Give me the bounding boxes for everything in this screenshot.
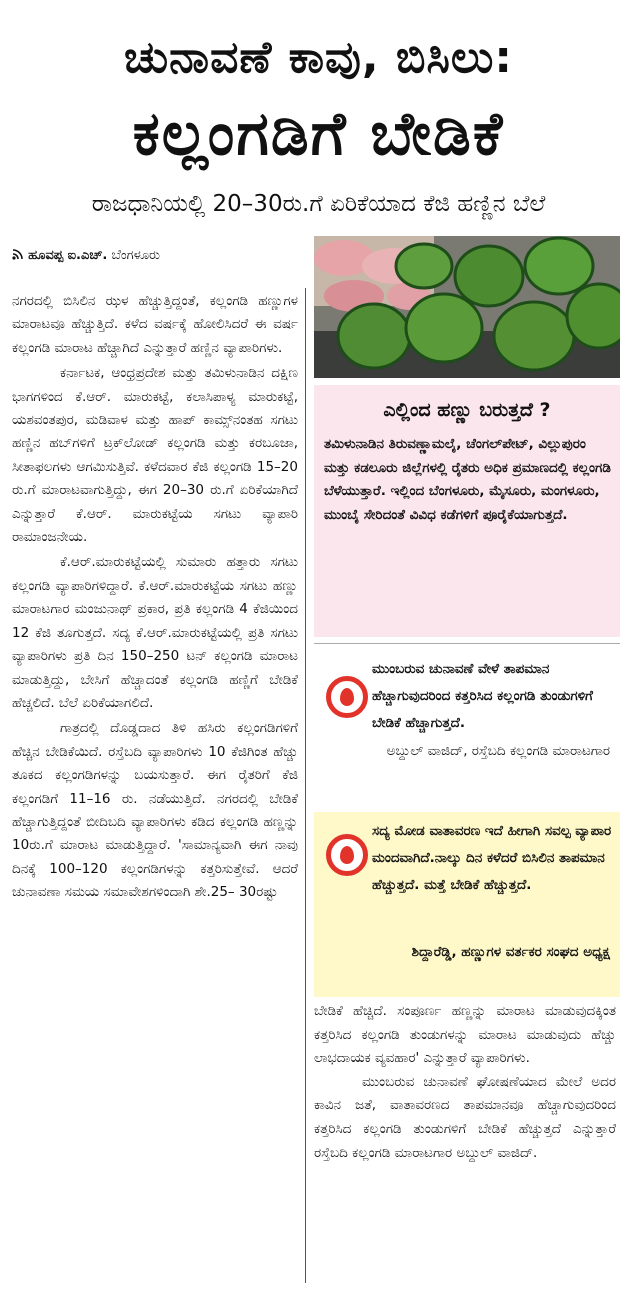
- article-paragraph: ಬೇಡಿಕೆ ಹೆಚ್ಚಿದೆ. ಸಂಪೂರ್ಣ ಹಣ್ಣನ್ನು ಮಾರಾಟ ಮಾಡುವುದಕ್ಕಿಂತ ಕತ್ತರಿಸಿದ ಕಲ್ಲಂಗಡಿ ತುಂಡುಗಳನ್ನು ಮಾರಾಟ ಮಾಡುವುದು ಹೆಚ್ಚು ಲಾಭದಾಯಕ ವ್ಯವಹಾರ' ಎನ್ನುತ್ತಾರೆ ವ್ಯಾಪಾರಿಗಳು.: [314, 1003, 616, 1067]
- headline-line-2: ಕಲ್ಲಂಗಡಿಗೆ ಬೇಡಿಕೆ: [132, 99, 505, 169]
- watermelon-illustration: [314, 236, 620, 378]
- headline-line-1: ಚುನಾವಣೆ ಕಾವು, ಬಿಸಿಲು:: [124, 32, 513, 83]
- byline-place: ಬೆಂಗಳೂರು: [111, 248, 161, 263]
- quote-attribution: ಶಿದ್ದಾರೆಡ್ಡಿ, ಹಣ್ಣುಗಳ ವರ್ತಕರ ಸಂಘದ ಅಧ್ಯಕ್ಷ: [411, 944, 610, 960]
- wifi-signal-icon: [12, 248, 24, 260]
- right-column: [314, 1000, 616, 1165]
- quote-box-1: [314, 650, 620, 805]
- quote-attribution: ಅಬ್ದುಲ್ ವಾಜಿದ್, ರಸ್ತೆಬದಿ ಕಲ್ಲಂಗಡಿ ಮಾರಾಟಗಾರ: [386, 743, 610, 759]
- watermelon-photo: [314, 236, 620, 378]
- left-column: [12, 290, 298, 907]
- column-divider: [305, 288, 306, 1283]
- info-box: [314, 385, 620, 637]
- article-paragraph: ಗಾತ್ರದಲ್ಲಿ ದೊಡ್ಡದಾದ ತಿಳಿ ಹಸಿರು ಕಲ್ಲಂಗಡಿಗಳಿಗೆ ಹೆಚ್ಚಿನ ಬೇಡಿಕೆಯಿದೆ. ರಸ್ತೆಬದಿ ವ್ಯಾಪಾರಿಗಳು 10 ಕೆಜಿಗಿಂತ ಹೆಚ್ಚು ತೂಕದ ಕಲ್ಲಂಗಡಿಗಳನ್ನು ಬಯಸುತ್ತಾರೆ. ಈಗ ರೈತರಿಗೆ ಕೆಜಿ ಕಲ್ಲಂಗಡಿಗೆ 11–16 ರು. ನಡೆಯುತ್ತಿದೆ. ನಗರದಲ್ಲಿ ಬೇಡಿಕೆ ಹೆಚ್ಚಾಗುತ್ತಿದ್ದಂತೆ ಬೀದಿಬದಿ ವ್ಯಾಪಾರಿಗಳು ಕಡಿದ ಕಲ್ಲಂಗಡಿ ಹಣ್ಣನ್ನು 10ರು.ಗೆ ಮಾರಾಟ ಮಾಡುತ್ತಿದ್ದಾರೆ. 'ಸಾಮಾನ್ಯವಾಗಿ ಈಗ ನಾವು ದಿನಕ್ಕೆ 100–120 ಕಲ್ಲಂಗಡಿಗಳನ್ನು ಕತ್ತರಿಸುತ್ತೇವೆ. ಆದರೆ ಚುನಾವಣಾ ಸಮಯ ಸಮಾವೇಶಗಳಿಂದಾಗಿ ಶೇ.25– 30ರಷ್ಟು: [12, 720, 298, 901]
- article-paragraph: ಕರ್ನಾಟಕ, ಆಂಧ್ರಪ್ರದೇಶ ಮತ್ತು ತಮಿಳುನಾಡಿನ ದಕ್ಷಿಣ ಭಾಗಗಳಿಂದ ಕೆ.ಆರ್. ಮಾರುಕಟ್ಟೆ, ಕಲಾಸಿಪಾಳ್ಯ ಮಾರುಕಟ್ಟೆ, ಯಶವಂತಪುರ, ಮಡಿವಾಳ ಮತ್ತು ಹಾಪ್ ಕಾಮ್ಸ್‌ನಂತಹ ಸಗಟು ಹಣ್ಣಿನ ಹಬ್‌ಗಳಿಗೆ ಟ್ರಕ್‌ಲೋಡ್ ಕಲ್ಲಂಗಡಿ ಮತ್ತು ಕರಬೂಜಾ, ಸೀತಾಫಲಗಳು ಆಗಮಿಸುತ್ತಿವೆ. ಕಳೆದವಾರ ಕೆಜಿ ಕಲ್ಲಂಗಡಿ 15–20 ರು.ಗೆ ಮಾರಾಟವಾಗುತ್ತಿದ್ದು, ಈಗ 20–30 ರು.ಗೆ ಏರಿಕೆಯಾಗಿದೆ ಎನ್ನುತ್ತಾರೆ ಕೆ.ಆರ್. ಮಾರುಕಟ್ಟೆಯ ಸಗಟು ವ್ಯಾಪಾರಿ ರಾಮಾಂಜನೇಯ.: [12, 365, 298, 546]
- quote-box-2: [314, 812, 620, 997]
- quote-drop-icon: [326, 676, 368, 718]
- divider: [314, 643, 620, 644]
- article-paragraph: ಮುಂಬರುವ ಚುನಾವಣೆ ಘೋಷಣೆಯಾದ ಮೇಲೆ ಅದರ ಕಾವಿನ ಜತೆ, ವಾತಾವರಣದ ತಾಪಮಾನವೂ ಹೆಚ್ಚಾಗುವುದರಿಂದ ಕತ್ತರಿಸಿದ ಕಲ್ಲಂಗಡಿ ತುಂಡುಗಳಿಗೆ ಬೇಡಿಕೆ ಹೆಚ್ಚುತ್ತದೆ ಎನ್ನುತ್ತಾರೆ ರಸ್ತೆಬದಿ ಕಲ್ಲಂಗಡಿ ಮಾರಾಟಗಾರ ಅಬ್ದುಲ್ ವಾಜಿದ್.: [314, 1073, 616, 1161]
- subheadline: ರಾಜಧಾನಿಯಲ್ಲಿ 20–30ರು.ಗೆ ಏರಿಕೆಯಾದ ಕೆಜಿ ಹಣ್ಣಿನ ಬೆಲೆ: [91, 191, 546, 217]
- byline: [12, 246, 160, 266]
- quote-text: ಸದ್ಯ ಮೋಡ ವಾತಾವರಣ ಇದೆ ಹೀಗಾಗಿ ಸವಲ್ಪ ವ್ಯಾಪಾರ ಮಂದವಾಗಿದೆ.ನಾಲ್ಕು ದಿನ ಕಳೆದರೆ ಬಿಸಿಲಿನ ತಾಪಮಾನ ಹೆಚ್ಚುತ್ತದೆ. ಮತ್ತೆ ಬೇಡಿಕೆ ಹೆಚ್ಚುತ್ತದೆ.: [372, 823, 612, 893]
- article-paragraph: ಕೆ.ಆರ್.ಮಾರುಕಟ್ಟೆಯಲ್ಲಿ ಸುಮಾರು ಹತ್ತಾರು ಸಗಟು ಕಲ್ಲಂಗಡಿ ವ್ಯಾಪಾರಿಗಳಿದ್ದಾರೆ. ಕೆ.ಆರ್.ಮಾರುಕಟ್ಟೆಯ ಸಗಟು ಹಣ್ಣು ಮಾರಾಟಗಾರ ಮಂಜುನಾಥ್ ಪ್ರಕಾರ, ಪ್ರತಿ ಕಲ್ಲಂಗಡಿ 4 ಕೆಜಿಯಿಂದ 12 ಕೆಜಿ ತೂಗುತ್ತದೆ. ಸದ್ಯ ಕೆ.ಆರ್.ಮಾರುಕಟ್ಟೆಯಲ್ಲಿ ಪ್ರತಿ ಸಗಟು ವ್ಯಾಪಾರಿಗಳು ಪ್ರತಿ ದಿನ 150–250 ಟನ್ ಕಲ್ಲಂಗಡಿ ಮಾರಾಟ ಮಾಡುತ್ತಿದ್ದು, ಬೇಸಿಗೆ ಹೆಚ್ಚಾದಂತೆ ಕಲ್ಲಂಗಡಿ ಹಣ್ಣಿಗೆ ಬೇಡಿಕೆ ಹೆಚ್ಚಲಿದೆ. ಬೆಲೆ ಏರಿಕೆಯಾಗಲಿದೆ.: [12, 554, 298, 711]
- quote-drop-icon: [326, 834, 368, 876]
- byline-author: ಹೂವಪ್ಪ ಐ.ಎಚ್.: [28, 248, 108, 263]
- info-box-question: ಎಲ್ಲಿಂದ ಹಣ್ಣು ಬರುತ್ತದೆ ?: [383, 399, 551, 421]
- quote-text: ಮುಂಬರುವ ಚುನಾವಣೆ ವೇಳೆ ತಾಪಮಾನ ಹೆಚ್ಚಾಗುವುದರಿಂದ ಕತ್ತರಿಸಿದ ಕಲ್ಲಂಗಡಿ ತುಂಡುಗಳಿಗೆ ಬೇಡಿಕೆ ಹೆಚ್ಚಾಗುತ್ತದೆ.: [372, 661, 593, 731]
- info-box-text: ತಮಿಳುನಾಡಿನ ತಿರುವಣ್ಣಾಮಲೈ, ಚೆಂಗಲ್‌ಪೇಟ್, ವಿಲ್ಲುಪುರಂ ಮತ್ತು ಕಡಲೂರು ಜಿಲ್ಲೆಗಳಲ್ಲಿ ರೈತರು ಅಧಿಕ ಪ್ರಮಾಣದಲ್ಲಿ ಕಲ್ಲಂಗಡಿ ಬೆಳೆಯುತ್ತಾರೆ. ಇಲ್ಲಿಂದ ಬೆಂಗಳೂರು, ಮೈಸೂರು, ಮಂಗಳೂರು, ಮುಂಬೈ ಸೇರಿದಂತೆ ವಿವಿಧ ಕಡೆಗಳಿಗೆ ಪೂರೈಕೆಯಾಗುತ್ತದೆ.: [324, 436, 611, 523]
- article-paragraph: ನಗರದಲ್ಲಿ ಬಿಸಿಲಿನ ಝಳ ಹೆಚ್ಚುತ್ತಿದ್ದಂತೆ, ಕಲ್ಲಂಗಡಿ ಹಣ್ಣುಗಳ ಮಾರಾಟವೂ ಹೆಚ್ಚುತ್ತಿದೆ. ಕಳೆದ ವರ್ಷಕ್ಕೆ ಹೋಲಿಸಿದರೆ ಈ ವರ್ಷ ಕಲ್ಲಂಗಡಿ ಮಾರಾಟ ಹೆಚ್ಚಾಗಿದೆ ಎನ್ನುತ್ತಾರೆ ಹಣ್ಣಿನ ವ್ಯಾಪಾರಿಗಳು.: [12, 293, 298, 356]
